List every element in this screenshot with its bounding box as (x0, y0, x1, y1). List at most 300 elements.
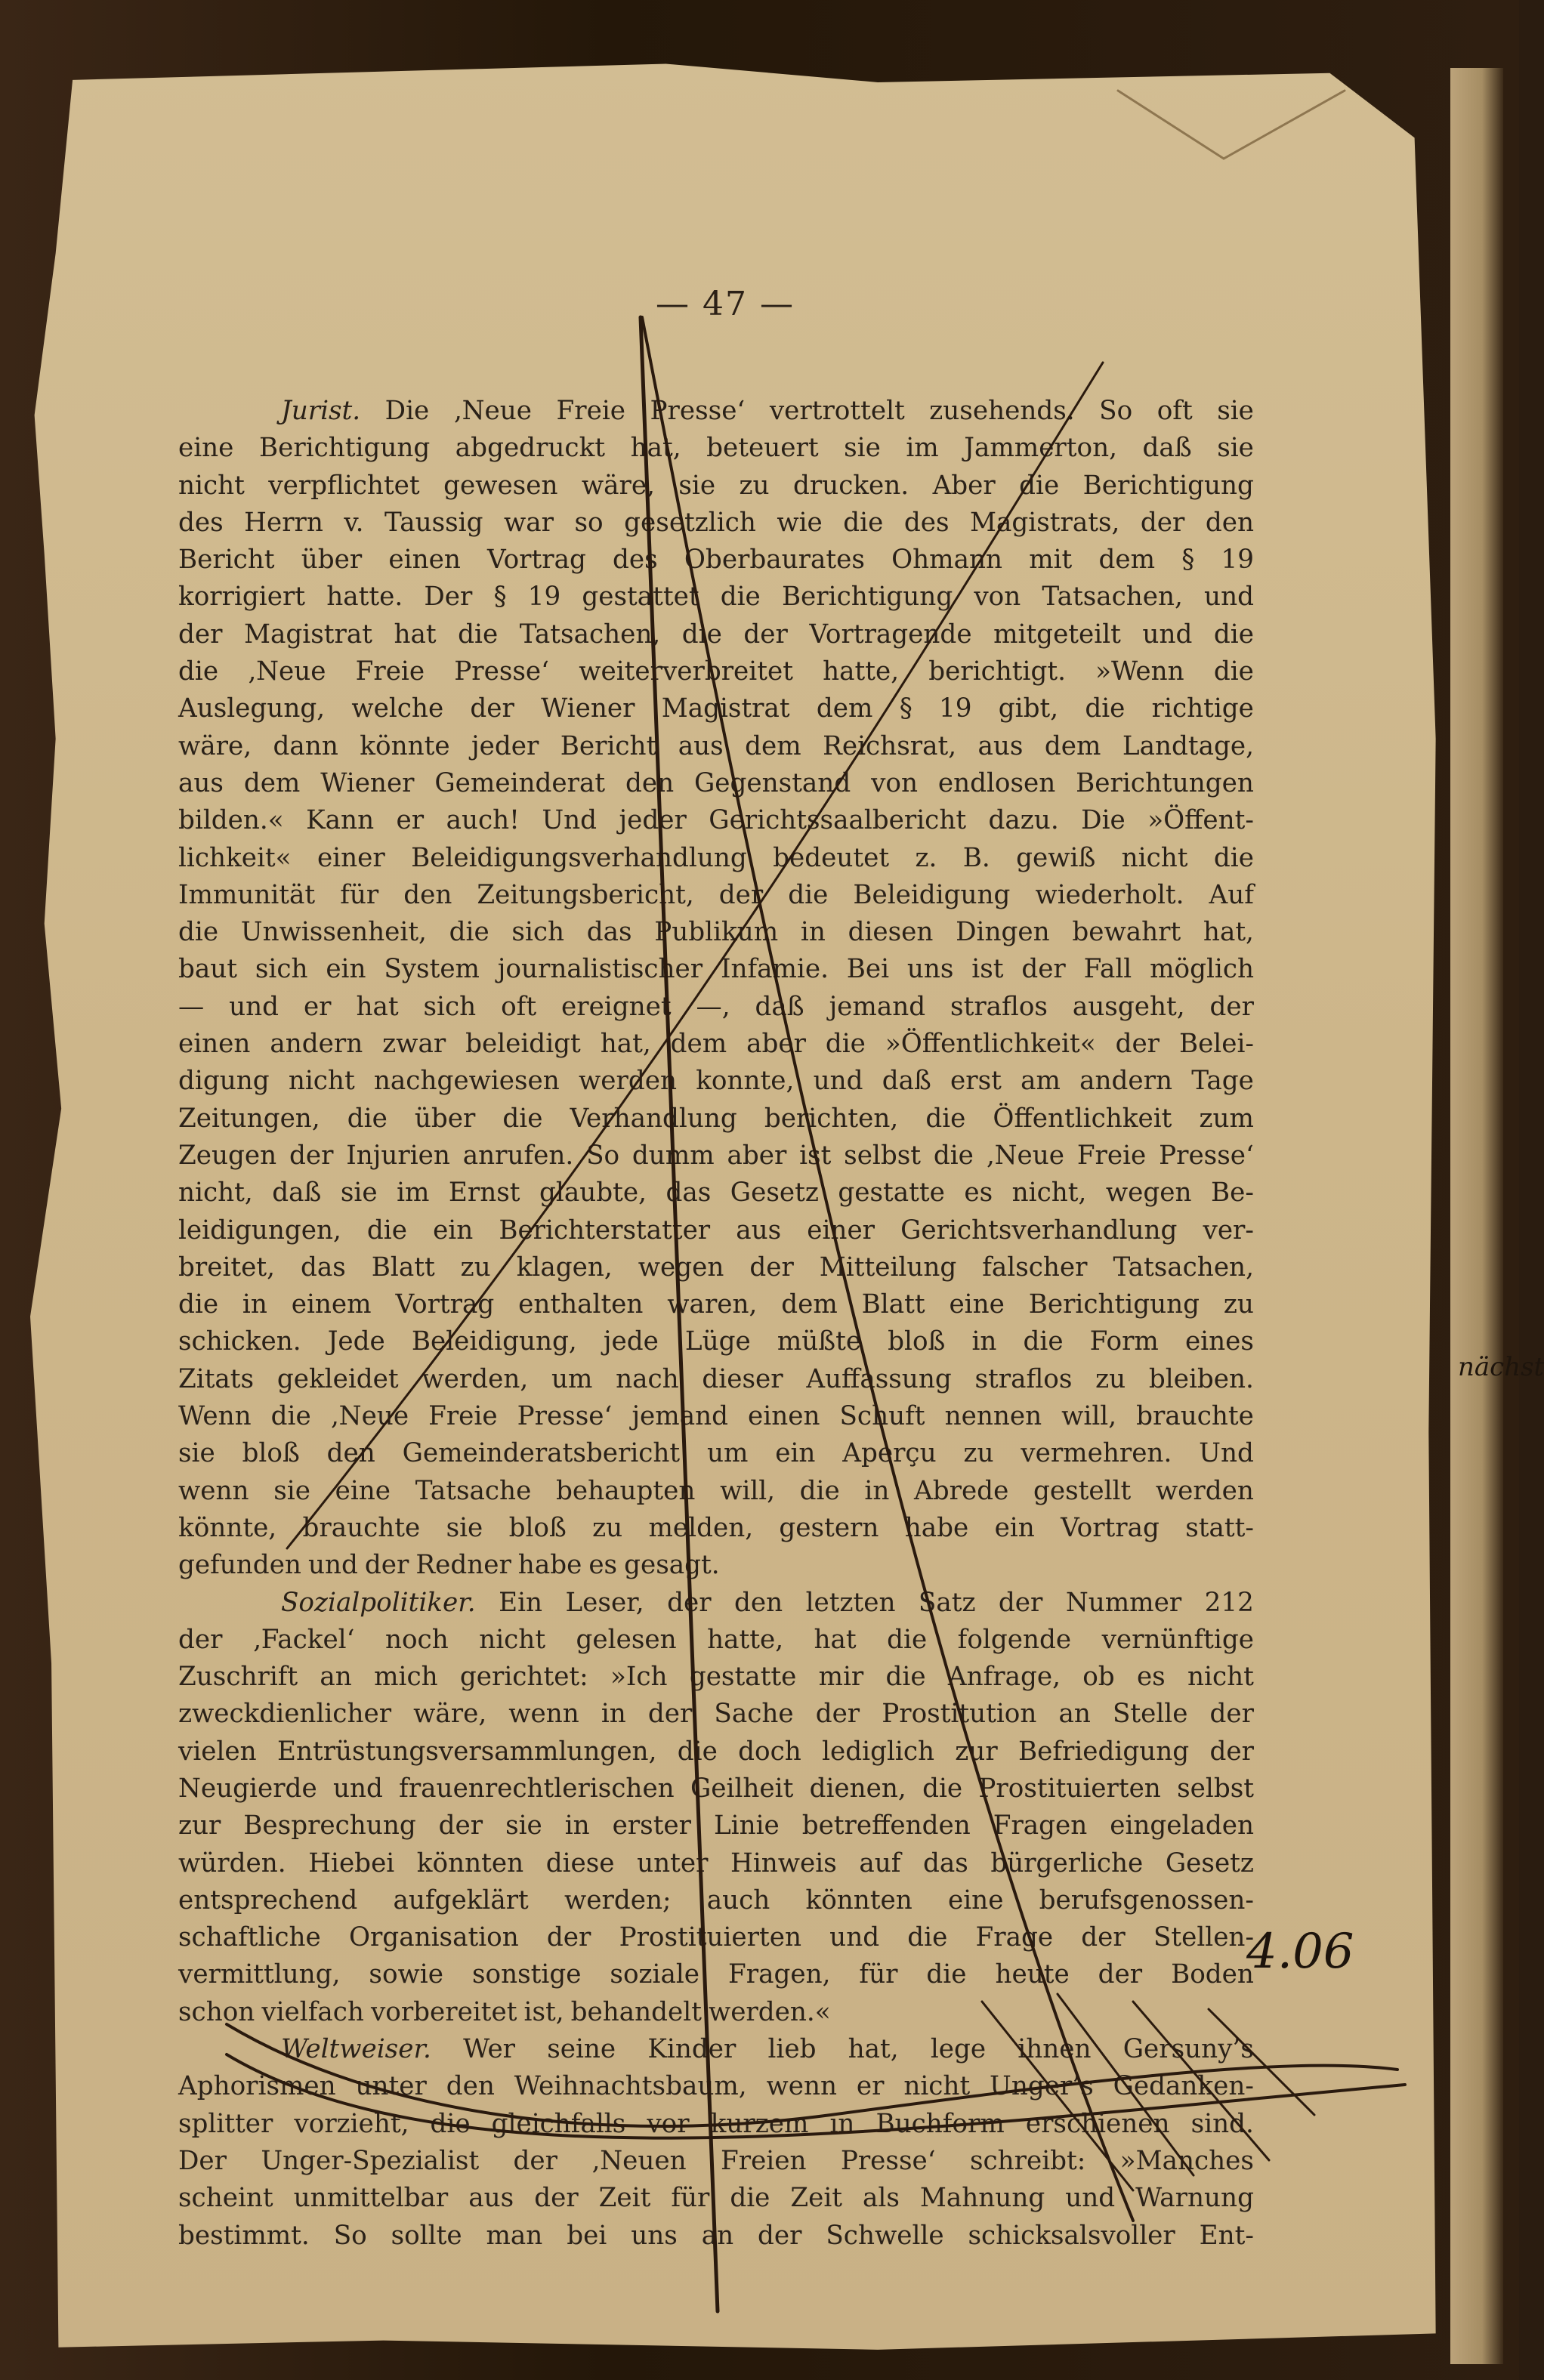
word: und (1065, 2183, 1116, 2214)
word: andern (270, 1029, 363, 1060)
word: gestatte (689, 1662, 797, 1693)
word: zu (963, 1438, 994, 1469)
word: Dingen (956, 917, 1050, 948)
word: zu (1223, 1289, 1254, 1320)
word: möglich (1150, 954, 1254, 985)
word: lieb (767, 2034, 817, 2065)
word: Leser, (565, 1587, 644, 1618)
word: der (1140, 507, 1185, 538)
word: vermittlung, (178, 1959, 341, 1990)
word: Bei (846, 954, 890, 985)
word: ‚Neue (330, 1401, 409, 1432)
text-line (178, 1807, 1254, 1844)
word: dem (243, 767, 301, 798)
word: und (307, 1550, 358, 1581)
word: in (829, 2108, 855, 2139)
text-line (178, 468, 1254, 505)
word: wie (777, 507, 823, 538)
word: breitet, (178, 1252, 275, 1283)
word: die (366, 1215, 407, 1246)
word: behaupten (555, 1475, 696, 1506)
word: gewesen (443, 470, 558, 501)
word: Landtage, (1122, 730, 1254, 761)
word: Schuft (839, 1401, 925, 1432)
text-line (178, 802, 1254, 839)
word: bloß (242, 1438, 300, 1469)
word: wäre, (581, 470, 655, 501)
word: zu (592, 1512, 623, 1543)
text-line (178, 951, 1254, 988)
word: schaftliche (178, 1922, 321, 1953)
word: Stellen- (1153, 1922, 1254, 1953)
word: Ohmann (891, 545, 1002, 576)
word: den (734, 1587, 783, 1618)
word: dieser (702, 1363, 783, 1394)
word: und (813, 1066, 863, 1097)
word: die (1085, 693, 1126, 724)
word: hat, (848, 2034, 899, 2065)
word: Berichtigung (1082, 470, 1254, 501)
word: könnte, (178, 1512, 277, 1543)
word: Auf (1209, 879, 1254, 910)
word: nennen (944, 1401, 1042, 1432)
word: wenn (508, 1699, 579, 1730)
word: selbst (1177, 1773, 1254, 1804)
word: diese (545, 1848, 615, 1878)
word: erst (950, 1066, 1002, 1097)
word: ‚Fackel‘ (252, 1624, 355, 1655)
word: der (1115, 1029, 1160, 1060)
word: eine (335, 1475, 391, 1506)
text-line (178, 1994, 1254, 2031)
word: Buchform (875, 2108, 1005, 2139)
word: Wiener (541, 693, 635, 724)
word: bewahrt (1072, 917, 1181, 948)
word: wiederholt. (1035, 879, 1184, 910)
word: und (229, 991, 279, 1022)
word: betreffenden (801, 1810, 971, 1841)
word: Jammerton, (964, 433, 1117, 464)
page-number: — 47 — (656, 284, 795, 323)
text-line (178, 1323, 1254, 1360)
word: ‚Neuen (591, 2145, 687, 2176)
word: jemand (631, 1401, 728, 1432)
word: über (414, 1103, 476, 1134)
text-line (178, 1100, 1254, 1138)
word: mit (1029, 545, 1073, 576)
word: So (1099, 396, 1133, 426)
word: erschienen (1025, 2108, 1170, 2139)
word: lege (930, 2034, 987, 2065)
word: Herrn (244, 507, 323, 538)
text-line (178, 1622, 1254, 1659)
word: Fragen (993, 1810, 1088, 1841)
word: im (397, 1178, 430, 1209)
word: eine (178, 433, 234, 464)
word: sie (1217, 396, 1254, 426)
word: Belei- (1178, 1029, 1254, 1060)
word: Wer (463, 2034, 516, 2065)
word: glaubte, (539, 1178, 647, 1209)
word: in (971, 1326, 997, 1357)
word: Fragen, (728, 1959, 831, 1990)
word: daß (1142, 433, 1192, 464)
word: nicht, (178, 1178, 253, 1209)
word: Fall (1083, 954, 1132, 985)
word: Kinder (647, 2034, 736, 2065)
word: falscher (982, 1252, 1088, 1283)
word: hatte, (707, 1624, 784, 1655)
margin-note: nächst (1458, 1352, 1544, 1382)
word: aus (977, 730, 1024, 761)
word: die (677, 1736, 718, 1767)
word: die (458, 619, 499, 650)
word: Gerichtssaalbericht (709, 805, 967, 836)
word: ‚Neue (453, 396, 533, 426)
word: schreibt: (969, 2145, 1086, 2176)
word: ein (433, 1215, 474, 1246)
word: und (829, 1922, 880, 1953)
word: Gemeinderat (434, 767, 606, 798)
word: Beleidigung (853, 879, 1011, 910)
word: gesetzlich (624, 507, 756, 538)
word: die (1213, 619, 1254, 650)
word: man (486, 2220, 543, 2251)
word: das (586, 917, 632, 948)
word: andern (1079, 1066, 1172, 1097)
word: Mitteilung (819, 1252, 957, 1283)
word: ist (799, 1140, 832, 1171)
word: es (588, 1550, 618, 1581)
word: sie (844, 433, 881, 464)
word: einen (748, 1401, 820, 1432)
word: zu (739, 470, 770, 501)
word: bloß (508, 1512, 567, 1543)
word: Ein (499, 1587, 543, 1618)
word: gekleidet (276, 1363, 399, 1394)
word: behandelt (570, 1996, 702, 2027)
word: erster (612, 1810, 692, 1841)
word: dazu. (988, 805, 1059, 836)
word: so (574, 507, 604, 538)
word: Zeitungsbericht, (477, 879, 694, 910)
word: Kann (306, 805, 375, 836)
word: ist, (523, 1996, 564, 2027)
text-line (178, 1770, 1254, 1807)
word: »Öffentlichkeit« (885, 1029, 1096, 1060)
word: nicht (178, 470, 245, 501)
word: über (301, 545, 363, 576)
word: Vortrag (1061, 1512, 1160, 1543)
word: in (242, 1289, 267, 1320)
word: die (502, 1103, 543, 1134)
word: in (601, 1699, 626, 1730)
word: ‚Neue (986, 1140, 1064, 1171)
word: dem (745, 730, 801, 761)
word: »Manches (1119, 2145, 1254, 2176)
word: baut (178, 954, 238, 985)
word: Die (384, 396, 430, 426)
word: gerichtet: (459, 1662, 588, 1693)
text-line (178, 2143, 1254, 2180)
word: die (887, 1624, 928, 1655)
word: sich (423, 991, 477, 1022)
text-line (178, 690, 1254, 727)
word: lediglich (822, 1736, 934, 1767)
word: Befriedigung (1017, 1736, 1190, 1767)
word: Freien (721, 2145, 807, 2176)
word: Vortrag (487, 545, 586, 576)
word: die (825, 1029, 866, 1060)
word: in (864, 1475, 890, 1506)
word: entsprechend (178, 1885, 358, 1915)
word: abgedruckt (455, 433, 606, 464)
word: daß (882, 1066, 931, 1097)
word: Sozialpolitiker. (281, 1587, 476, 1618)
word: vor (647, 2108, 690, 2139)
word: aus (468, 2183, 514, 2214)
word: waren, (667, 1289, 758, 1320)
word: B. (962, 842, 990, 873)
word: Wiener (320, 767, 415, 798)
word: ist (971, 954, 1004, 985)
word: journalistischer (497, 954, 703, 985)
word: werden.« (708, 1996, 831, 2027)
word: Berichtungen (1076, 767, 1254, 798)
word: § (1181, 545, 1195, 576)
word: der (178, 1624, 223, 1655)
word: lichkeit« (178, 842, 292, 873)
word: den (326, 1438, 375, 1469)
word: gestellt (1033, 1475, 1132, 1506)
word: aus (678, 730, 724, 761)
word: Aperçu (842, 1438, 937, 1469)
text-line (178, 1063, 1254, 1100)
word: die (720, 582, 761, 613)
word: sie (446, 1512, 483, 1543)
text-line (178, 1286, 1254, 1323)
word: »Öffent- (1147, 805, 1254, 836)
word: sie (340, 1178, 378, 1209)
word: Gedanken- (1113, 2071, 1254, 2102)
word: eine (949, 1289, 1005, 1320)
word: Immunität (178, 879, 316, 910)
word: letzten (805, 1587, 896, 1618)
text-line (178, 1547, 1254, 1584)
word: zu (460, 1252, 491, 1283)
word: bei (567, 2220, 607, 2251)
word: vorbereitet (370, 1996, 517, 2027)
word: Auffassung (806, 1363, 952, 1394)
word: Freie (428, 1401, 498, 1432)
word: vorzieht, (294, 2108, 409, 2139)
word: einer (807, 1215, 875, 1246)
word: als (863, 2183, 900, 2214)
word: hat, (630, 433, 681, 464)
word: Taussig (384, 507, 483, 538)
word: Vortrag (395, 1289, 495, 1320)
text-line (178, 2068, 1254, 2105)
word: Berichtigung (1028, 1289, 1200, 1320)
word: wäre, (178, 730, 252, 761)
text-line (178, 1956, 1254, 1993)
word: folgende (957, 1624, 1072, 1655)
word: Publikum (654, 917, 779, 948)
word: Zeit (598, 2183, 651, 2214)
word: dumm (631, 1140, 715, 1171)
word: hatte. (326, 582, 403, 613)
word: Neugierde (178, 1773, 317, 1804)
text-line (178, 840, 1254, 877)
word: Gesetz (730, 1178, 819, 1209)
word: Zeitungen, (178, 1103, 320, 1134)
word: Tatsachen, (1113, 1252, 1254, 1283)
word: Hinweis (730, 1848, 837, 1878)
word: digung (178, 1066, 270, 1097)
word: bilden.« (178, 805, 284, 836)
word: aufgeklärt (393, 1885, 529, 1915)
word: Geilheit (690, 1773, 794, 1804)
word: sie (273, 1475, 310, 1506)
word: v. (344, 507, 364, 538)
word: in (564, 1810, 590, 1841)
word: weiterverbreitet (579, 656, 793, 687)
word: jeder (619, 805, 687, 836)
word: Blatt (371, 1252, 435, 1283)
word: Auslegung, (178, 693, 326, 724)
word: oft (1156, 396, 1193, 426)
word: dem (781, 1289, 838, 1320)
word: die (925, 1103, 966, 1134)
text-line (178, 914, 1254, 951)
word: vermehren. (1021, 1438, 1172, 1469)
word: straflos (974, 1363, 1073, 1394)
word: »Wenn (1095, 656, 1184, 687)
word: bestimmt. (178, 2220, 310, 2251)
word: Gemeinderatsbericht (402, 1438, 681, 1469)
word: für (671, 2183, 710, 2214)
word: dem (816, 693, 873, 724)
text-line (178, 1585, 1254, 1622)
word: mitgeteilt (993, 619, 1121, 650)
word: die (730, 2183, 770, 2214)
word: Zuschrift (178, 1662, 298, 1693)
word: noch (384, 1624, 449, 1655)
word: Aber (932, 470, 996, 501)
text-line (178, 579, 1254, 616)
word: sie (505, 1810, 542, 1841)
word: sich (511, 917, 565, 948)
word: die (178, 1289, 219, 1320)
word: statt- (1185, 1512, 1254, 1543)
word: »Ich (610, 1662, 668, 1693)
word: straflos (950, 991, 1048, 1022)
word: werden (1155, 1475, 1254, 1506)
word: er (303, 991, 332, 1022)
word: Beleidigungsverhandlung (411, 842, 747, 873)
word: ein (326, 954, 366, 985)
word: der (1098, 1959, 1143, 1990)
word: Zeugen (178, 1140, 277, 1171)
word: Berichtigung (258, 433, 431, 464)
word: z. (915, 842, 937, 873)
word: auch! (446, 805, 520, 836)
word: System (384, 954, 480, 985)
word: jede (603, 1326, 659, 1357)
word: für (859, 1959, 898, 1990)
word: Zeit (790, 2183, 843, 2214)
word: an (701, 2220, 734, 2251)
word: Prostitution (882, 1699, 1037, 1730)
word: aber (746, 1029, 806, 1060)
text-line (178, 1845, 1254, 1882)
word: bloß (888, 1326, 946, 1357)
word: hat, (1203, 917, 1254, 948)
text-line (178, 430, 1254, 467)
word: splitter (178, 2108, 273, 2139)
word: heute (995, 1959, 1070, 1990)
word: gefunden (178, 1550, 301, 1581)
word: Be- (1211, 1178, 1254, 1209)
word: der (289, 1140, 334, 1171)
word: bedeutet (773, 842, 890, 873)
word: ihnen (1017, 2034, 1092, 2065)
text-line (178, 505, 1254, 542)
word: Unwissenheit, (240, 917, 427, 948)
word: nicht (1121, 842, 1188, 873)
word: des (178, 507, 224, 538)
word: Linie (713, 1810, 780, 1841)
word: werden, (422, 1363, 529, 1394)
word: der (758, 2220, 802, 2251)
word: die (178, 917, 219, 948)
word: oft (501, 991, 537, 1022)
word: diesen (848, 917, 934, 948)
word: eingeladen (1110, 1810, 1254, 1841)
text-line (178, 1435, 1254, 1472)
word: melden, (648, 1512, 754, 1543)
word: 19 (1221, 545, 1254, 576)
word: So (586, 1140, 620, 1171)
word: die (178, 656, 219, 687)
word: könnten (416, 1848, 524, 1878)
word: nach (616, 1363, 679, 1394)
text-line (178, 728, 1254, 765)
word: einer (317, 842, 385, 873)
word: korrigiert (178, 582, 306, 613)
text-line (178, 1919, 1254, 1956)
word: wäre, (413, 1699, 487, 1730)
word: beleidigt (465, 1029, 581, 1060)
word: soziale (610, 1959, 700, 1990)
word: Zitats (178, 1363, 255, 1394)
word: dann (273, 730, 338, 761)
text-line (178, 542, 1254, 579)
word: ereignet (561, 991, 672, 1022)
text-line (178, 765, 1254, 802)
word: Ernst (448, 1178, 520, 1209)
word: Presse‘ (1159, 1140, 1254, 1171)
word: gewiß (1016, 842, 1096, 873)
word: hatte, (823, 656, 900, 687)
word: die (922, 1773, 963, 1804)
word: konnte, (696, 1066, 795, 1097)
word: Reichsrat, (823, 730, 957, 761)
word: nicht, (1011, 1178, 1087, 1209)
word: zusehends. (929, 396, 1075, 426)
word: frauenrechtlerischen (399, 1773, 675, 1804)
word: könnte (360, 730, 450, 761)
